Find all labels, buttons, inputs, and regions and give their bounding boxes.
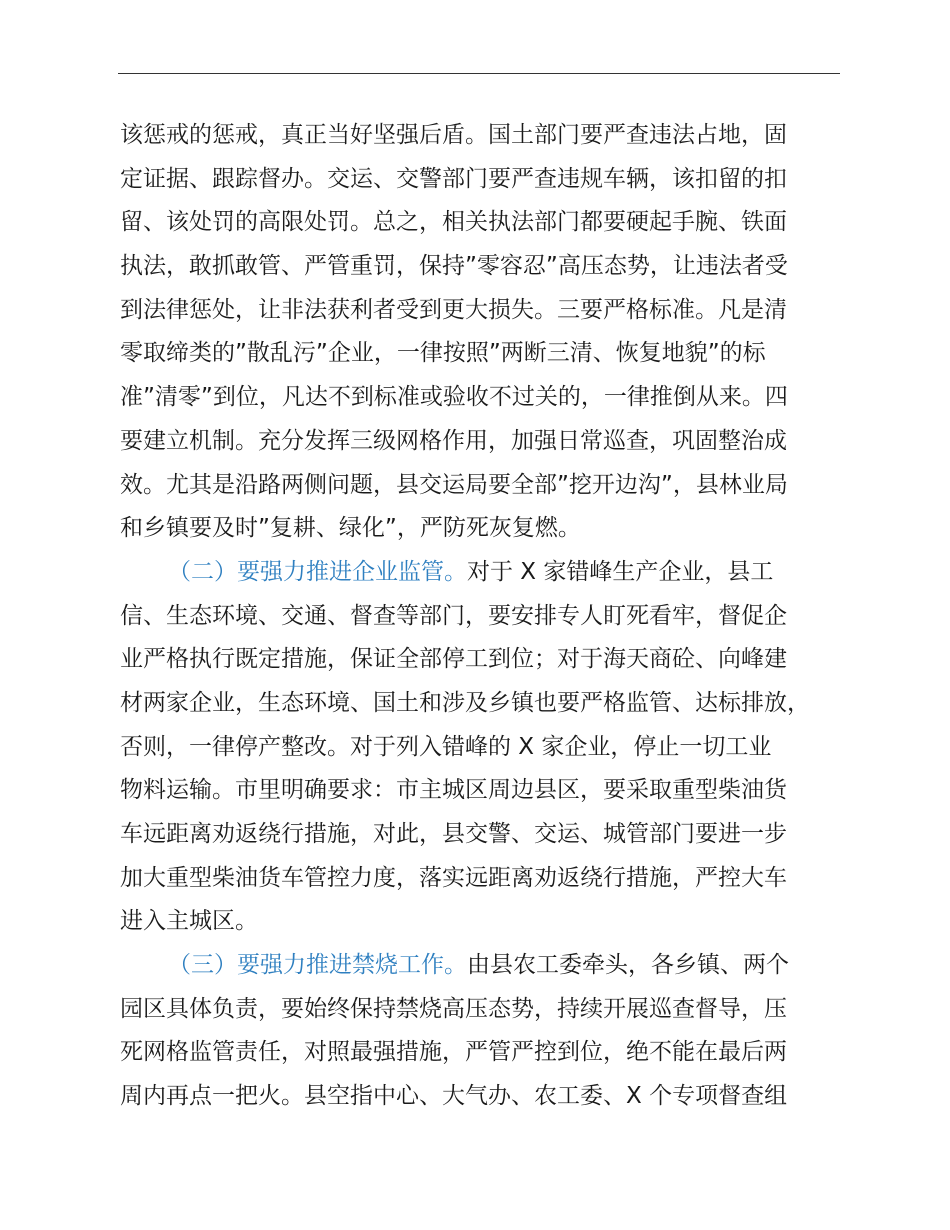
text-line: 进入主城区。	[120, 908, 258, 935]
text-line: 效。尤其是沿路两侧问题，县交运局要全部”挖开边沟”，县林业局	[120, 471, 788, 498]
text-line: 要建立机制。充分发挥三级网格作用，加强日常巡查，巩固整治成	[120, 427, 787, 454]
section-2-lead-text: 对于 X 家错峰生产企业，县工	[467, 558, 774, 585]
text-line: 周内再点一把火。县空指中心、大气办、农工委、X 个专项督查组	[120, 1083, 788, 1110]
text-line: 园区具体负责，要始终保持禁烧高压态势，持续开展巡查督导，压	[120, 995, 787, 1022]
text-line: 业严格执行既定措施，保证全部停工到位；对于海天商砼、向峰建	[120, 646, 787, 673]
section-3-lead-text: 由县农工委牵头，各乡镇、两个	[467, 952, 789, 979]
section-3-heading: （三）要强力推进禁烧工作。	[168, 952, 467, 979]
text-line: 准”清零”到位，凡达不到标准或验收不过关的，一律推倒从来。四	[120, 384, 788, 411]
text-line: 和乡镇要及时”复耕、绿化”，严防死灰复燃。	[120, 515, 581, 542]
text-line: 车远距离劝返绕行措施，对此，县交警、交运、城管部门要进一步	[120, 821, 787, 847]
text-line: 信、生态环境、交通、督查等部门，要安排专人盯死看牢，督促企	[120, 602, 787, 629]
header-rule	[118, 73, 840, 74]
text-line: 到法律惩处，让非法获利者受到更大损失。三要严格标准。凡是清	[120, 296, 787, 323]
document-body	[120, 114, 842, 1119]
text-line: 物料运输。市里明确要求：市主城区周边县区，要采取重型柴油货	[120, 777, 787, 804]
section-2-heading: （二）要强力推进企业监管。	[168, 558, 467, 585]
text-line: 加大重型柴油货车管控力度，落实远距离劝返绕行措施，严控大车	[120, 864, 787, 891]
text-line: 材两家企业，生态环境、国土和涉及乡镇也要严格监管、达标排放，	[120, 689, 810, 716]
text-line: 执法，敢抓敢管、严管重罚，保持”零容忍”高压态势，让违法者受	[120, 253, 788, 280]
section-3-first-line	[120, 944, 842, 988]
text-line: 留、该处罚的高限处罚。总之，相关执法部门都要硬起手腕、铁面	[120, 209, 787, 236]
text-line: 该惩戒的惩戒，真正当好坚强后盾。国土部门要严查违法占地，固	[120, 122, 787, 148]
text-line: 死网格监管责任，对照最强措施，严管严控到位，绝不能在最后两	[120, 1039, 787, 1066]
section-2-first-line	[120, 551, 842, 595]
text-line: 否则，一律停产整改。对于列入错峰的 X 家企业，停止一切工业	[120, 733, 772, 760]
text-line: 定证据、跟踪督办。交运、交警部门要严查违规车辆，该扣留的扣	[120, 165, 787, 192]
text-line: 零取缔类的”散乱污”企业，一律按照”两断三清、恢复地貌”的标	[120, 340, 766, 367]
